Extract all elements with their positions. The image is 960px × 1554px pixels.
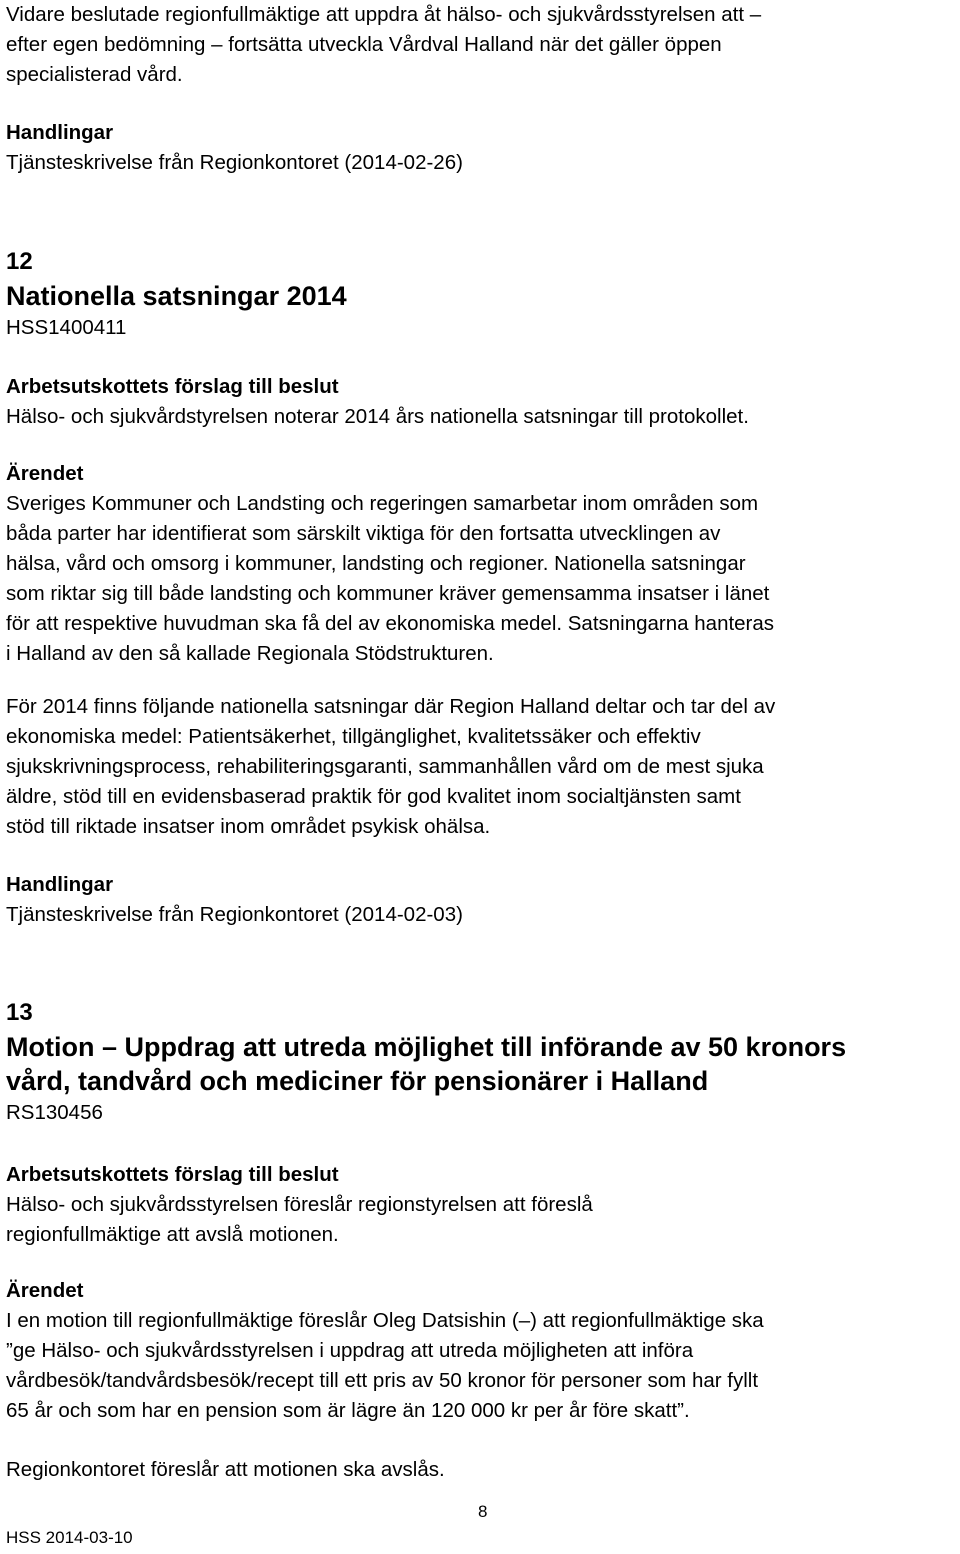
section-heading: Arbetsutskottets förslag till beslut <box>6 1163 339 1186</box>
text-line: För 2014 finns följande nationella satsningar där Region Halland deltar och tar del av <box>6 695 776 718</box>
section-heading: Arbetsutskottets förslag till beslut <box>6 375 339 398</box>
case-id: HSS1400411 <box>6 316 127 339</box>
item-12-proposal <box>6 372 956 432</box>
document-reference: Tjänsteskrivelse från Regionkontoret (2014-02-03) <box>6 903 463 926</box>
item-13-header <box>6 996 956 1128</box>
document-reference: Tjänsteskrivelse från Regionkontoret (2014-02-26) <box>6 151 463 174</box>
item-13-conclusion <box>6 1455 956 1485</box>
text-line: Sveriges Kommuner och Landsting och regeringen samarbetar inom områden som <box>6 492 759 515</box>
text-line: vårdbesök/tandvårdsbesök/recept till ett pris av 50 kronor för personer som har fyllt <box>6 1369 759 1392</box>
intro-handlingar <box>6 118 956 178</box>
text-line: stöd till riktade insatser inom området psykisk ohälsa. <box>6 815 491 838</box>
item-number: 12 <box>6 248 33 275</box>
item-title-line: vård, tandvård och mediciner för pensionärer i Halland <box>6 1066 709 1096</box>
item-12-paragraph-2 <box>6 692 956 842</box>
footer-doc-id: HSS 2014-03-10 <box>6 1528 133 1547</box>
item-number: 13 <box>6 999 33 1026</box>
text-line: specialisterad vård. <box>6 63 183 86</box>
text-line: äldre, stöd till en evidensbaserad praktik för god kvalitet inom socialtjänsten samt <box>6 785 741 808</box>
text-line: hälsa, vård och omsorg i kommuner, landsting och regioner. Nationella satsningar <box>6 552 746 575</box>
text-line: efter egen bedömning – fortsätta utveckla Vårdval Halland när det gäller öppen <box>6 33 722 56</box>
item-title: Nationella satsningar 2014 <box>6 281 347 311</box>
proposal-text: Hälso- och sjukvårdstyrelsen noterar 2014 års nationella satsningar till protokollet. <box>6 405 749 428</box>
text-line: Vidare beslutade regionfullmäktige att uppdra åt hälso- och sjukvårdsstyrelsen att – <box>6 3 762 26</box>
text-line: ”ge Hälso- och sjukvårdsstyrelsen i uppdrag att utreda möjligheten att införa <box>6 1339 694 1362</box>
page-number: 8 <box>478 1502 488 1521</box>
section-heading: Handlingar <box>6 121 114 144</box>
text-line: Hälso- och sjukvårdsstyrelsen föreslår regionstyrelsen att föreslå <box>6 1193 593 1216</box>
item-12-handlingar <box>6 870 956 930</box>
text-line: ekonomiska medel: Patientsäkerhet, tillgänglighet, kvalitetssäker och effektiv <box>6 725 701 748</box>
case-id: RS130456 <box>6 1101 103 1124</box>
text-line: som riktar sig till både landsting och kommuner kräver gemensamma insatser i länet <box>6 582 770 605</box>
section-heading: Ärendet <box>6 462 84 485</box>
text-line: i Halland av den så kallade Regionala Stödstrukturen. <box>6 642 494 665</box>
intro-paragraph <box>6 0 956 90</box>
item-13-arendet <box>6 1276 956 1426</box>
text-line: regionfullmäktige att avslå motionen. <box>6 1223 339 1246</box>
section-heading: Ärendet <box>6 1279 84 1302</box>
conclusion-text: Regionkontoret föreslår att motionen ska avslås. <box>6 1458 445 1481</box>
item-12-arendet <box>6 459 956 669</box>
text-line: sjukskrivningsprocess, rehabiliteringsgaranti, sammanhållen vård om de mest sjuka <box>6 755 764 778</box>
text-line: I en motion till regionfullmäktige föreslår Oleg Datsishin (–) att regionfullmäktige ska <box>6 1309 764 1332</box>
text-line: 65 år och som har en pension som är lägre än 120 000 kr per år före skatt”. <box>6 1399 690 1422</box>
text-line: för att respektive huvudman ska få del av ekonomiska medel. Satsningarna hanteras <box>6 612 775 635</box>
section-heading: Handlingar <box>6 873 114 896</box>
item-title-line: Motion – Uppdrag att utreda möjlighet till införande av 50 kronors <box>6 1032 847 1062</box>
text-line: båda parter har identifierat som särskilt viktiga för den fortsatta utvecklingen av <box>6 522 721 545</box>
item-13-proposal <box>6 1160 956 1250</box>
item-12-header <box>6 245 956 343</box>
